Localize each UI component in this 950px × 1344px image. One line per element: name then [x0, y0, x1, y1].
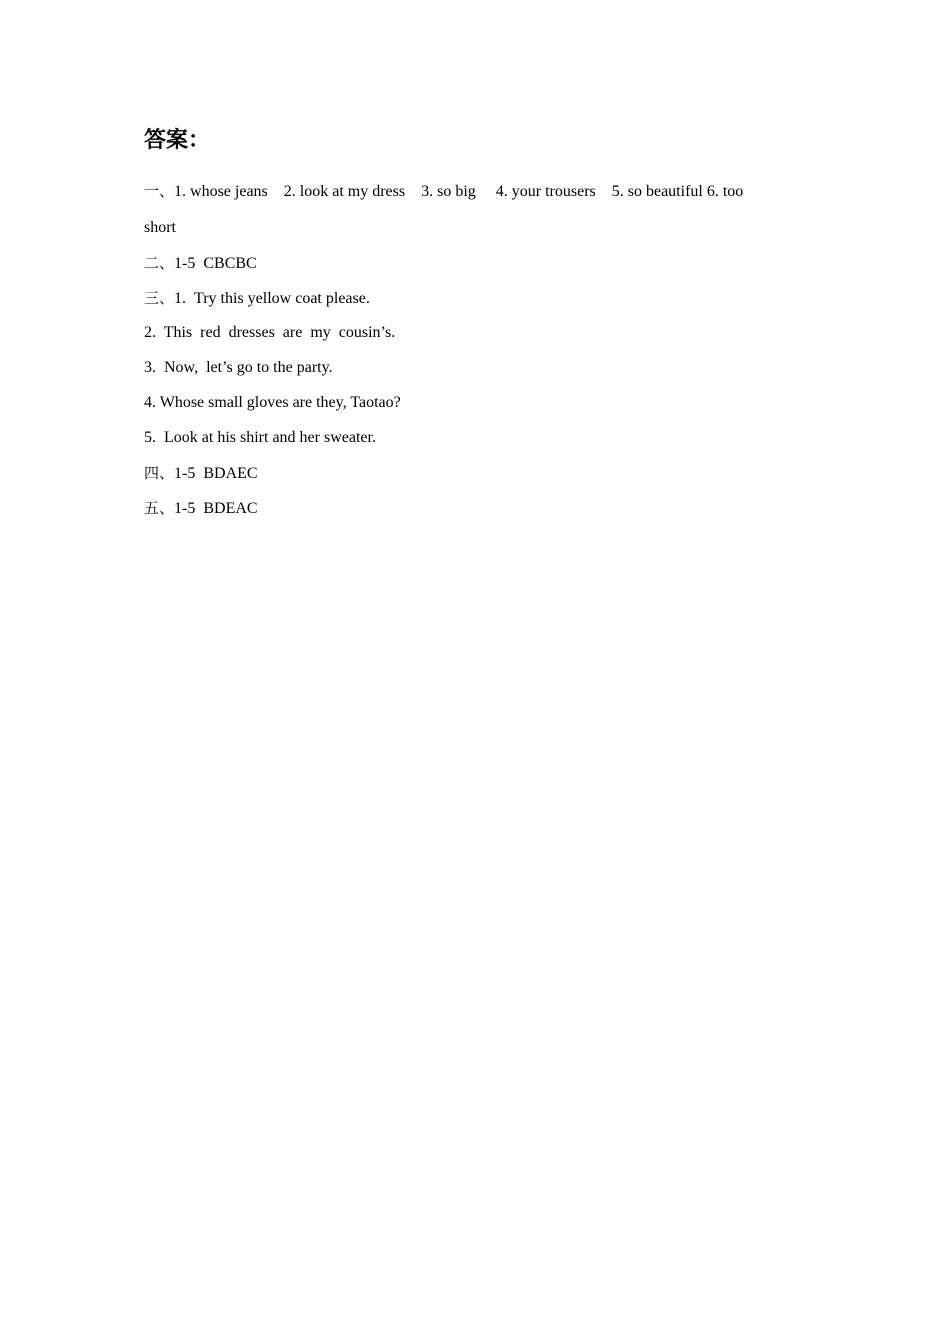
section-1-line-2: short [144, 219, 176, 236]
section-5-marker: 五、 [144, 499, 175, 517]
section-2-line [144, 252, 257, 275]
section-3-item-3: 3. Now, let’s go to the party. [144, 359, 333, 376]
section-5-line [144, 497, 258, 520]
section-3-item-1: 1. Try this yellow coat please. [174, 290, 370, 307]
section-3-item-4: 4. Whose small gloves are they, Taotao? [144, 394, 401, 411]
section-3-marker: 三、 [144, 289, 175, 307]
section-4-marker: 四、 [144, 464, 175, 482]
section-3-item-5: 5. Look at his shirt and her sweater. [144, 429, 376, 446]
section-4-line [144, 462, 258, 485]
section-4-answers: 1-5 BDAEC [174, 465, 258, 482]
section-1-line-1 [144, 180, 743, 203]
section-3-item-2: 2. This red dresses are my cousin’s. [144, 324, 396, 341]
section-5-answers: 1-5 BDEAC [174, 500, 258, 517]
answer-title: 答案： [144, 128, 211, 153]
section-1-answers: 1. whose jeans 2. look at my dress 3. so big 4. your trousers 5. so beautiful 6. too [174, 183, 744, 200]
section-3-line-1 [144, 287, 370, 310]
section-2-answers: 1-5 CBCBC [174, 255, 257, 272]
section-2-marker: 二、 [144, 254, 175, 272]
section-1-marker: 一、 [144, 182, 175, 200]
